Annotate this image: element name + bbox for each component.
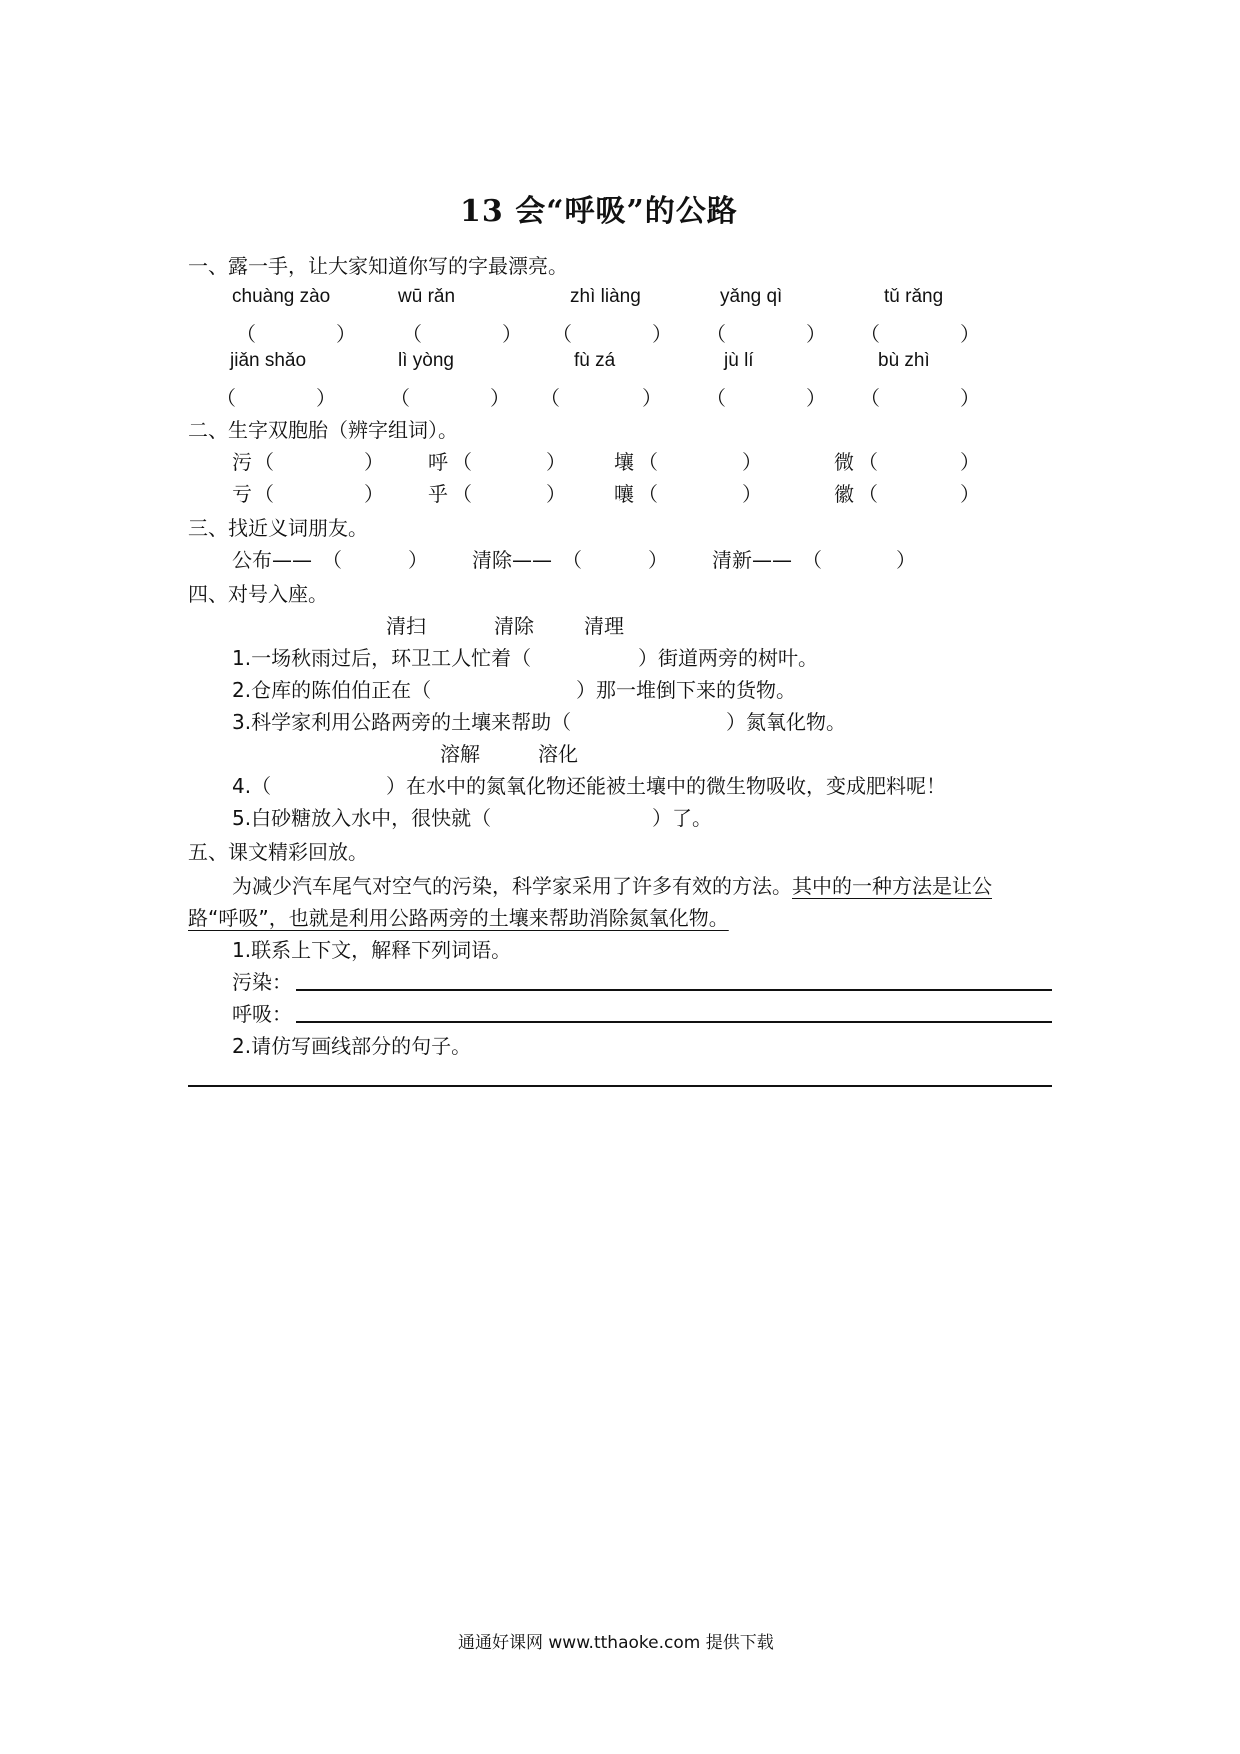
- word-bank-item: 溶解: [440, 742, 480, 766]
- passage-line-1: [232, 870, 992, 899]
- paren-open: （: [706, 386, 726, 410]
- paren-close: ）: [652, 322, 672, 346]
- passage-text: 为减少汽车尾气对空气的污染，科学家采用了许多有效的方法。: [232, 874, 792, 898]
- pinyin-4: yǎng qì: [720, 286, 783, 307]
- char-item: 呼: [428, 450, 448, 474]
- paren-close: ）: [742, 450, 762, 474]
- passage-underlined-text: 其中的一种方法是让公: [792, 874, 992, 898]
- sentence-2-start: 2.仓库的陈伯伯正在（: [232, 678, 432, 702]
- paren-close: ）: [742, 482, 762, 506]
- section-2-heading: 二、生字双胞胎（辨字组词）。: [188, 418, 458, 442]
- char-item: 亏: [232, 482, 252, 506]
- sentence-4-end: ）在水中的氮氧化物还能被土壤中的微生物吸收，变成肥料呢！: [386, 774, 946, 798]
- paren-open: （: [858, 482, 878, 506]
- paren-open: （: [562, 548, 582, 572]
- pinyin-2: wū rǎn: [398, 286, 456, 307]
- answer-line: [296, 989, 1052, 991]
- paren-open: （: [390, 386, 410, 410]
- pinyin-1: chuàng zào: [232, 286, 331, 307]
- sentence-3-start: 3.科学家利用公路两旁的土壤来帮助（: [232, 710, 572, 734]
- word-bank-item: 清除: [494, 614, 534, 638]
- paren-close: ）: [490, 386, 510, 410]
- paren-open: （: [638, 450, 658, 474]
- pinyin-9: jù lí: [724, 350, 754, 371]
- word-bank-item: 清理: [584, 614, 624, 638]
- sentence-5-end: ）了。: [652, 806, 712, 830]
- paren-open: （: [552, 322, 572, 346]
- sentence-5-start: 5.白砂糖放入水中，很快就（: [232, 806, 492, 830]
- paren-close: ）: [960, 482, 980, 506]
- paren-open: （: [858, 450, 878, 474]
- paren-open: （: [540, 386, 560, 410]
- pinyin-8: fù zá: [574, 350, 616, 371]
- paren-close: ）: [806, 322, 826, 346]
- word-bank-item: 溶化: [538, 742, 578, 766]
- paren-open: （: [236, 322, 256, 346]
- char-item: 乎: [428, 482, 448, 506]
- word-label-breathe: 呼吸：: [232, 1002, 292, 1026]
- synonym-item: 公布——: [232, 548, 312, 572]
- paren-close: ）: [546, 482, 566, 506]
- paren-close: ）: [502, 322, 522, 346]
- pinyin-5: tǔ rǎng: [884, 286, 944, 307]
- paren-open: （: [322, 548, 342, 572]
- page-footer: 通通好课网 www.tthaoke.com 提供下载: [458, 1633, 774, 1653]
- paren-close: ）: [960, 450, 980, 474]
- char-item: 壤: [614, 450, 634, 474]
- sentence-3-end: ）氮氧化物。: [726, 710, 846, 734]
- paren-close: ）: [316, 386, 336, 410]
- answer-line: [296, 1021, 1052, 1023]
- paren-close: ）: [642, 386, 662, 410]
- paren-open: （: [452, 450, 472, 474]
- paren-close: ）: [896, 548, 916, 572]
- pinyin-3: zhì liàng: [570, 286, 641, 307]
- paren-open: （: [254, 482, 274, 506]
- paren-open: （: [402, 322, 422, 346]
- question-1: 1.联系上下文，解释下列词语。: [232, 938, 512, 962]
- paren-open: （: [254, 450, 274, 474]
- paren-close: ）: [408, 548, 428, 572]
- answer-line: [188, 1085, 1052, 1087]
- paren-close: ）: [648, 548, 668, 572]
- question-2: 2.请仿写画线部分的句子。: [232, 1034, 472, 1058]
- word-bank-item: 清扫: [386, 614, 426, 638]
- paren-close: ）: [960, 386, 980, 410]
- paren-open: （: [860, 386, 880, 410]
- sentence-2-end: ）那一堆倒下来的货物。: [576, 678, 796, 702]
- section-5-heading: 五、课文精彩回放。: [188, 840, 368, 864]
- sentence-4-start: 4.（: [232, 774, 272, 798]
- passage-line-2: 路“呼吸”，也就是利用公路两旁的土壤来帮助消除氮氧化物。: [188, 906, 729, 930]
- section-4-heading: 四、对号入座。: [188, 582, 328, 606]
- page-title: 13 会“呼吸”的公路: [460, 194, 738, 229]
- word-label-pollution: 污染：: [232, 970, 292, 994]
- paren-close: ）: [364, 482, 384, 506]
- synonym-item: 清新——: [712, 548, 792, 572]
- paren-open: （: [638, 482, 658, 506]
- sentence-1-end: ）街道两旁的树叶。: [638, 646, 818, 670]
- paren-open: （: [706, 322, 726, 346]
- paren-close: ）: [336, 322, 356, 346]
- pinyin-10: bù zhì: [878, 350, 930, 371]
- pinyin-7: lì yòng: [398, 350, 454, 371]
- paren-close: ）: [960, 322, 980, 346]
- paren-open: （: [216, 386, 236, 410]
- sentence-1-start: 1.一场秋雨过后，环卫工人忙着（: [232, 646, 532, 670]
- paren-open: （: [860, 322, 880, 346]
- paren-close: ）: [364, 450, 384, 474]
- paren-close: ）: [546, 450, 566, 474]
- char-item: 污: [232, 450, 252, 474]
- char-item: 徽: [834, 482, 854, 506]
- char-item: 微: [834, 450, 854, 474]
- paren-open: （: [452, 482, 472, 506]
- section-1-heading: 一、露一手，让大家知道你写的字最漂亮。: [188, 254, 568, 278]
- paren-close: ）: [806, 386, 826, 410]
- char-item: 嚷: [614, 482, 634, 506]
- pinyin-6: jiǎn shǎo: [230, 350, 307, 371]
- section-3-heading: 三、找近义词朋友。: [188, 516, 368, 540]
- synonym-item: 清除——: [472, 548, 552, 572]
- paren-open: （: [802, 548, 822, 572]
